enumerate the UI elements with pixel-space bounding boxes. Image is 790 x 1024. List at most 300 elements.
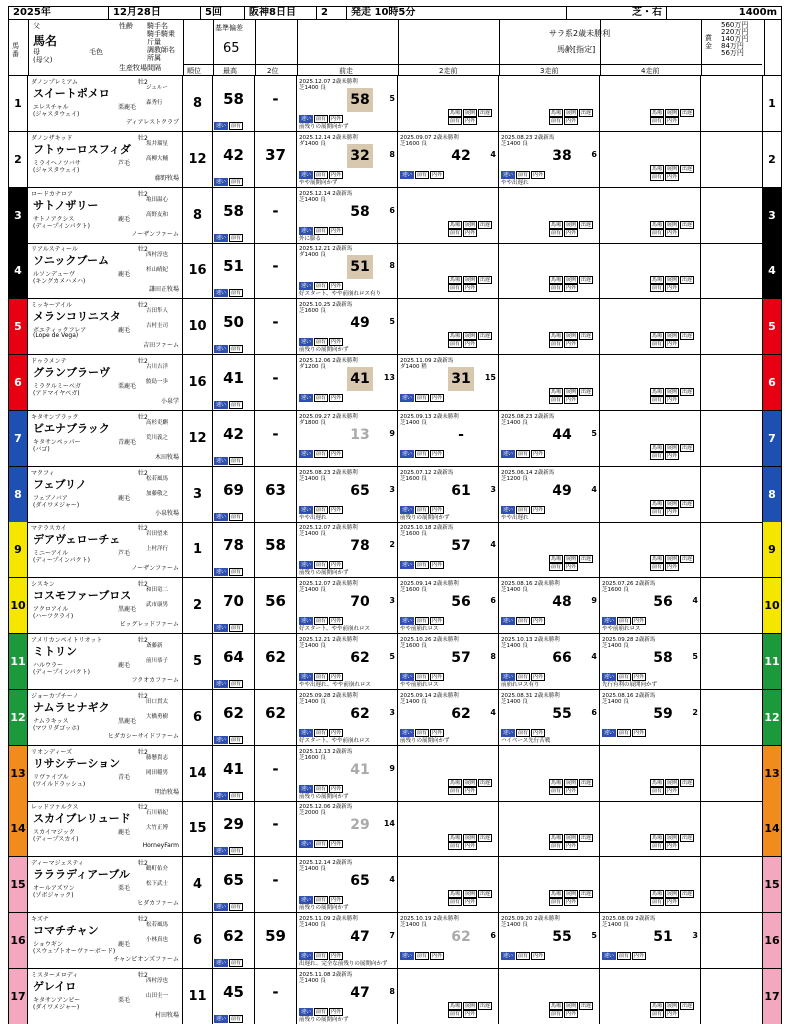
past-race[interactable] bbox=[398, 411, 499, 466]
dam: ミニーアイル bbox=[33, 550, 69, 558]
past-race[interactable] bbox=[499, 132, 600, 187]
race-track: 芝1400 良 bbox=[299, 196, 326, 203]
past-race-empty bbox=[499, 355, 600, 410]
tag-front: 前有 bbox=[231, 625, 242, 632]
tag-pace: 展開 bbox=[465, 110, 476, 116]
race-track: 芝1600 良 bbox=[299, 754, 326, 761]
max-score bbox=[213, 969, 255, 1024]
past-race[interactable] bbox=[297, 746, 398, 801]
tag-gate: 出遅 bbox=[581, 1002, 592, 1009]
breeder: 藤野牧場 bbox=[154, 174, 179, 182]
race-track: 芝1400 良 bbox=[602, 698, 629, 705]
coat: 栗毛 bbox=[118, 885, 131, 893]
breeder: ヒダカファーム bbox=[137, 900, 179, 908]
race-position: 8 bbox=[490, 652, 496, 661]
max-score bbox=[213, 411, 255, 466]
tag-horse: 馬場 bbox=[652, 835, 663, 842]
tag-pace: 展開 bbox=[667, 891, 678, 898]
past-race[interactable] bbox=[398, 467, 499, 522]
race-header bbox=[8, 6, 782, 20]
breeder: 明治牧場 bbox=[154, 788, 179, 796]
tag-horse: 馬場 bbox=[652, 556, 663, 563]
tag-pace: 展開 bbox=[465, 779, 476, 786]
horse-number: 16 bbox=[9, 913, 28, 968]
dam: リヴァイブル bbox=[33, 773, 69, 781]
jockey: 古川吉洋 bbox=[146, 364, 169, 370]
sire: ディーマジェスティ bbox=[31, 860, 84, 868]
tag-pace: 展開 bbox=[667, 835, 678, 842]
second-value: - bbox=[272, 257, 279, 276]
race-date: 2025.12.21 2歳新馬 bbox=[299, 246, 353, 253]
tag-pace: 展開 bbox=[667, 277, 678, 284]
past-race[interactable] bbox=[600, 634, 701, 689]
past-race[interactable] bbox=[297, 578, 398, 633]
dam: フェブノバア bbox=[33, 494, 68, 502]
race-comment: ハイペース先行苦戦 bbox=[501, 737, 551, 744]
race-date: 2025.08.16 2歳未勝利 bbox=[501, 581, 560, 588]
past-race[interactable] bbox=[297, 132, 398, 187]
tag-gate: 出遅 bbox=[581, 891, 592, 898]
race-comment: やや出遅れ、やや前崩れロス bbox=[299, 682, 371, 688]
sire: アメリカンペイトリオット bbox=[31, 637, 103, 644]
rank: 8 bbox=[183, 188, 213, 243]
past-race[interactable] bbox=[297, 690, 398, 745]
table-row[interactable] bbox=[8, 969, 782, 1024]
race-position: 3 bbox=[389, 484, 395, 494]
race-position: 3 bbox=[692, 931, 698, 940]
max-value: 42 bbox=[223, 424, 244, 443]
table-row[interactable] bbox=[8, 746, 782, 802]
tag-front: 前有 bbox=[231, 904, 242, 911]
tag-inner: 内外 bbox=[331, 562, 342, 569]
tag-horse: 馬場 bbox=[652, 389, 663, 395]
sex-age: 牡2 bbox=[138, 190, 148, 198]
col-stable: 所属 bbox=[147, 54, 161, 62]
tag-pace: 展開 bbox=[667, 556, 678, 563]
col-trainer: 調教師名 bbox=[147, 46, 175, 54]
race-track: 芝1400 良 bbox=[299, 866, 326, 873]
sex-age: 牡2 bbox=[138, 469, 148, 477]
tag-front: 前有 bbox=[652, 285, 663, 292]
tag-front: 前有 bbox=[652, 341, 663, 348]
second-value: 56 bbox=[265, 592, 286, 611]
breeder: ビッグレッドファーム bbox=[119, 621, 179, 629]
second-value: - bbox=[272, 815, 279, 834]
tag-pace: 展開 bbox=[667, 444, 678, 451]
past-race-empty bbox=[600, 243, 701, 298]
race-track: 芝1400 良 bbox=[501, 922, 528, 928]
tag-inner: 内外 bbox=[465, 843, 476, 850]
past-race[interactable] bbox=[398, 355, 499, 410]
tag-front: 前有 bbox=[417, 450, 428, 457]
tag-fast: 速い bbox=[216, 402, 227, 408]
tag-front: 前有 bbox=[316, 618, 327, 625]
past-race[interactable] bbox=[499, 467, 600, 522]
tag-front: 前有 bbox=[619, 953, 630, 959]
tag-pace: 展開 bbox=[667, 779, 678, 786]
tag-pace: 展開 bbox=[667, 221, 678, 228]
race-track: 芝1400 良 bbox=[602, 643, 629, 649]
tag-pace: 展開 bbox=[566, 779, 577, 786]
tag-fast: 速い bbox=[301, 450, 312, 457]
race-date: 2025.06.14 2歳新馬 bbox=[501, 469, 555, 476]
horse-name[interactable]: コマチチャン bbox=[33, 924, 99, 937]
dam: ミライヘノツバサ bbox=[33, 159, 81, 167]
rank: 16 bbox=[183, 243, 213, 298]
tag-front: 前有 bbox=[417, 953, 428, 959]
race-track: 芝1600 良 bbox=[602, 587, 629, 594]
breeder: 吉田ファーム bbox=[143, 342, 179, 350]
tag-front: 前有 bbox=[316, 116, 327, 122]
dam: ボエティックフレア bbox=[33, 327, 87, 335]
tag-inner: 内外 bbox=[331, 785, 342, 792]
horse-name[interactable]: ゲレイロ bbox=[33, 979, 77, 993]
second-value: - bbox=[272, 759, 279, 778]
tag-front: 前有 bbox=[450, 787, 461, 794]
race-date: 2025.08.23 2歳新馬 bbox=[501, 413, 555, 420]
sire: マテラスカイ bbox=[31, 525, 67, 533]
tag-horse: 馬場 bbox=[450, 1002, 461, 1009]
tag-horse: 馬場 bbox=[652, 500, 663, 507]
past-race[interactable] bbox=[297, 188, 398, 243]
damsire: (ディープインパクト) bbox=[33, 557, 90, 565]
horse-info bbox=[28, 634, 183, 689]
tag-fast: 速い bbox=[301, 227, 312, 234]
race-position: 7 bbox=[389, 931, 395, 940]
tag-front: 前有 bbox=[450, 1010, 461, 1017]
tag-horse: 馬場 bbox=[652, 165, 663, 172]
tag-inner: 内外 bbox=[331, 339, 342, 346]
rank: 6 bbox=[183, 913, 213, 968]
tag-pace: 展開 bbox=[465, 277, 476, 284]
tag-inner: 内外 bbox=[331, 841, 342, 848]
table-row[interactable] bbox=[8, 634, 782, 690]
tag-inner: 内外 bbox=[465, 285, 476, 292]
damsire: (アドマイヤベガ) bbox=[33, 390, 80, 397]
race-position: 8 bbox=[389, 149, 395, 159]
tag-fast: 速い bbox=[503, 171, 514, 178]
race-track: 芝1600 良 bbox=[400, 643, 427, 649]
tag-gate: 出遅 bbox=[581, 110, 592, 116]
col-3last: 3走前 bbox=[540, 67, 559, 75]
horse-info bbox=[28, 857, 183, 912]
race-position: 13 bbox=[383, 373, 395, 382]
horse-number: 12 bbox=[9, 690, 28, 745]
tag-front: 前有 bbox=[551, 397, 562, 403]
horse-name[interactable]: スイートポメロ bbox=[33, 87, 110, 100]
tag-inner: 内外 bbox=[667, 564, 678, 571]
max-value: 65 bbox=[223, 871, 244, 890]
sire: ジョーカプチーノ bbox=[31, 692, 79, 700]
horse-name[interactable]: グランブラーヴ bbox=[33, 366, 110, 379]
dam: スカイマジック bbox=[33, 829, 75, 837]
breeder: ヒダカシーサイドファーム bbox=[107, 732, 179, 740]
second-score bbox=[255, 467, 297, 522]
tag-front: 前有 bbox=[652, 397, 663, 403]
past-race[interactable] bbox=[297, 467, 398, 522]
table-row[interactable] bbox=[8, 801, 782, 857]
max-score bbox=[213, 188, 255, 243]
table-row[interactable] bbox=[8, 355, 782, 411]
rank: 3 bbox=[183, 467, 213, 522]
tag-horse: 馬場 bbox=[551, 221, 562, 228]
second-score bbox=[255, 243, 297, 298]
tag-inner: 内外 bbox=[533, 171, 544, 178]
dam: エレスチャル bbox=[33, 104, 69, 111]
coat: 黒鹿毛 bbox=[118, 717, 137, 725]
breeder: HorneyFarm bbox=[142, 842, 179, 850]
race-date: 2025.12.14 2歳未勝利 bbox=[299, 134, 358, 141]
horse-name[interactable]: メランコリニスタ bbox=[33, 310, 121, 324]
race-track: ダ1400 稍 bbox=[400, 364, 427, 370]
tag-horse: 馬場 bbox=[551, 277, 562, 284]
tag-front: 前有 bbox=[316, 897, 327, 904]
tag-front: 前有 bbox=[417, 171, 428, 178]
past-race[interactable] bbox=[600, 690, 701, 745]
horse-name[interactable]: リサシテーション bbox=[33, 756, 121, 770]
past-race[interactable] bbox=[398, 132, 499, 187]
horse-name[interactable]: ソニックブーム bbox=[33, 254, 110, 268]
tag-front: 前有 bbox=[231, 178, 242, 185]
past-race[interactable] bbox=[297, 857, 398, 912]
tag-front: 前有 bbox=[417, 395, 428, 401]
horse-name[interactable]: ミトリン bbox=[33, 645, 77, 658]
max-score bbox=[213, 913, 255, 968]
tag-fast: 速い bbox=[301, 171, 312, 178]
trainer: 上村洋行 bbox=[146, 546, 169, 553]
damsire: (ゾボジャック) bbox=[33, 892, 74, 900]
table-row[interactable] bbox=[8, 857, 782, 913]
tag-gate: 出遅 bbox=[480, 1002, 491, 1009]
col-parent: 父 bbox=[33, 22, 40, 30]
tag-inner: 内外 bbox=[465, 1010, 476, 1017]
tag-fast: 速い bbox=[216, 457, 227, 464]
past-race[interactable] bbox=[499, 634, 600, 689]
max-value: 62 bbox=[223, 927, 244, 945]
horse-number-right: 14 bbox=[762, 801, 781, 856]
horse-info bbox=[28, 243, 183, 298]
rank: 12 bbox=[183, 132, 213, 187]
race-figure: 44 bbox=[552, 426, 572, 443]
race-position: 6 bbox=[389, 205, 395, 215]
tag-gate: 出遅 bbox=[480, 891, 491, 898]
tag-inner: 内外 bbox=[331, 729, 342, 736]
damsire: (ディープインパクト) bbox=[33, 669, 90, 676]
table-row[interactable] bbox=[8, 578, 782, 634]
past-race[interactable] bbox=[297, 634, 398, 689]
past-race[interactable] bbox=[297, 969, 398, 1024]
jockey: 坂井瑠星 bbox=[146, 140, 169, 147]
second-score bbox=[255, 969, 297, 1024]
tag-fast: 速い bbox=[604, 729, 615, 736]
rank: 10 bbox=[183, 299, 213, 354]
race-track: ダ1400 良 bbox=[299, 140, 326, 147]
past-race[interactable] bbox=[297, 522, 398, 577]
coat: 鹿毛 bbox=[118, 662, 131, 669]
tag-inner: 内外 bbox=[667, 452, 678, 459]
second-value: - bbox=[272, 90, 279, 108]
past-race[interactable] bbox=[297, 355, 398, 410]
jockey: ジェルー bbox=[146, 85, 168, 91]
max-score bbox=[213, 578, 255, 633]
horse-name[interactable]: フェブリノ bbox=[33, 477, 87, 491]
race-date: 2025.10.13 2歳未勝利 bbox=[501, 637, 560, 643]
table-row[interactable] bbox=[8, 467, 782, 523]
tag-inner: 内外 bbox=[432, 674, 443, 680]
tag-front: 前有 bbox=[652, 173, 663, 180]
tag-front: 前有 bbox=[316, 674, 327, 680]
race-track: ダ1200 良 bbox=[299, 364, 326, 370]
race-track: 芝1400 良 bbox=[501, 140, 528, 147]
max-value: 69 bbox=[223, 480, 244, 499]
past-race[interactable] bbox=[297, 411, 398, 466]
tag-inner: 内外 bbox=[331, 674, 342, 680]
horse-name[interactable]: ナムラヒナギク bbox=[33, 700, 110, 714]
race-comment: 好スタート、やや前崩れロス有り bbox=[299, 291, 382, 298]
table-row[interactable] bbox=[8, 913, 782, 969]
past-race[interactable] bbox=[398, 522, 499, 577]
tag-front: 前有 bbox=[652, 508, 663, 515]
race-comment: 前残りの展開向かず bbox=[299, 1016, 349, 1023]
tag-inner: 内外 bbox=[331, 953, 342, 959]
horse-name[interactable]: スカイブレリュード bbox=[33, 812, 131, 826]
table-row[interactable] bbox=[8, 132, 782, 188]
surface: 芝・右 bbox=[567, 7, 667, 19]
tag-pace: 展開 bbox=[566, 221, 577, 228]
tag-front: 前有 bbox=[551, 118, 562, 124]
past-race[interactable] bbox=[499, 913, 600, 968]
race-figure: 62 bbox=[350, 705, 370, 722]
past-race-empty bbox=[398, 243, 499, 298]
horse-name[interactable]: ビエナブラック bbox=[33, 421, 110, 435]
max-score bbox=[213, 857, 255, 912]
tag-front: 前有 bbox=[231, 960, 242, 966]
race-date: 2025.10.26 2歳未勝利 bbox=[400, 637, 459, 643]
horse-number: 11 bbox=[9, 634, 28, 689]
sex-age: 牡2 bbox=[138, 134, 148, 142]
race-date: 2025.09.14 2歳未勝利 bbox=[400, 692, 459, 699]
col-jockey: 騎手名 bbox=[147, 22, 168, 30]
col-sex-age: 性齢 bbox=[119, 22, 133, 30]
sex-age: 牡2 bbox=[138, 79, 148, 86]
horse-name[interactable]: フトゥーロスフィダ bbox=[33, 142, 131, 156]
past-race[interactable] bbox=[499, 578, 600, 633]
horse-name[interactable]: サトノザリー bbox=[33, 198, 99, 212]
sex-age: 牡2 bbox=[138, 692, 148, 700]
past-race[interactable] bbox=[398, 578, 499, 633]
horse-number-right: 7 bbox=[762, 411, 781, 466]
horse-number-right: 16 bbox=[762, 913, 781, 968]
table-row[interactable] bbox=[8, 243, 782, 299]
past-race[interactable] bbox=[297, 299, 398, 354]
trainer: 大橋勇樹 bbox=[146, 713, 169, 720]
tag-fast: 速い bbox=[402, 674, 413, 680]
table-row[interactable] bbox=[8, 76, 782, 132]
past-race-empty bbox=[600, 299, 701, 354]
tag-front: 前有 bbox=[551, 1010, 562, 1017]
trainer: 森秀行 bbox=[146, 100, 163, 106]
past-race[interactable] bbox=[398, 913, 499, 968]
past-race[interactable] bbox=[297, 913, 398, 968]
race-track: ダ1400 良 bbox=[299, 252, 326, 259]
second-score bbox=[255, 76, 297, 131]
tag-inner: 内外 bbox=[432, 618, 443, 625]
tag-inner: 内外 bbox=[533, 729, 544, 736]
tag-front: 前有 bbox=[450, 118, 461, 124]
race-track: 芝1400 良 bbox=[400, 419, 427, 426]
race-class: サラ系2歳未勝利 bbox=[549, 29, 611, 38]
race-figure: 56 bbox=[451, 594, 471, 611]
race-figure: 58 bbox=[347, 88, 373, 112]
max-value: 62 bbox=[223, 703, 244, 722]
past-race[interactable] bbox=[499, 411, 600, 466]
table-row[interactable] bbox=[8, 690, 782, 746]
tag-horse: 馬場 bbox=[551, 779, 562, 786]
past-race[interactable] bbox=[398, 634, 499, 689]
horse-name[interactable]: ラララディアーブル bbox=[33, 868, 130, 882]
past-race[interactable] bbox=[398, 690, 499, 745]
table-row[interactable] bbox=[8, 299, 782, 355]
table-row[interactable] bbox=[8, 522, 782, 578]
horse-name[interactable]: コスモファーブロス bbox=[33, 589, 132, 603]
past-race-empty bbox=[398, 188, 499, 243]
breeder: ディアレストクラブ bbox=[126, 119, 179, 126]
race-position: 6 bbox=[490, 596, 496, 606]
tag-fast: 速い bbox=[216, 1015, 227, 1022]
col-bango: 馬番 bbox=[12, 42, 19, 58]
horse-name[interactable]: デアヴェローチェ bbox=[33, 533, 121, 547]
tag-fast: 速い bbox=[402, 450, 413, 457]
tag-inner: 内外 bbox=[566, 564, 577, 571]
race-position: 5 bbox=[591, 428, 597, 438]
race-track: 芝1400 良 bbox=[501, 643, 528, 649]
tag-front: 前有 bbox=[619, 674, 630, 680]
race-position: 4 bbox=[490, 707, 496, 717]
race-comment: 外に膨る bbox=[299, 235, 322, 242]
tag-horse: 馬場 bbox=[652, 333, 663, 340]
col-2nd: 2位 bbox=[267, 67, 279, 75]
col-base: 基準偏差 bbox=[215, 24, 243, 32]
breeder: 謙田正牧場 bbox=[148, 286, 179, 294]
past-race[interactable] bbox=[499, 690, 600, 745]
past-race-empty bbox=[499, 76, 600, 131]
damsire: (ディープインパクト) bbox=[33, 222, 90, 230]
jockey: 亀田温心 bbox=[146, 196, 169, 203]
damsire: (バゴ) bbox=[33, 445, 50, 453]
breeder: ノーザンファーム bbox=[131, 230, 179, 238]
tag-fast: 速い bbox=[216, 178, 227, 185]
race-position: 3 bbox=[389, 596, 395, 606]
race-comment: やや前崩れロス bbox=[602, 626, 641, 633]
start-time: 発走 10時5分 bbox=[347, 7, 567, 19]
past-race[interactable] bbox=[297, 76, 398, 131]
col-last: 前走 bbox=[339, 67, 353, 75]
race-figure: 62 bbox=[350, 650, 370, 666]
past-race[interactable] bbox=[297, 801, 398, 856]
past-race[interactable] bbox=[297, 243, 398, 298]
past-race-empty bbox=[499, 857, 600, 912]
second-score bbox=[255, 355, 297, 410]
past-race[interactable] bbox=[600, 913, 701, 968]
table-row[interactable] bbox=[8, 188, 782, 244]
past-race[interactable] bbox=[600, 578, 701, 633]
tag-front: 前有 bbox=[231, 346, 242, 353]
coat: 芦毛 bbox=[118, 550, 131, 558]
tag-inner: 内外 bbox=[331, 450, 342, 457]
tag-inner: 内外 bbox=[432, 953, 443, 959]
table-row[interactable] bbox=[8, 411, 782, 467]
race-position: 3 bbox=[389, 707, 395, 717]
